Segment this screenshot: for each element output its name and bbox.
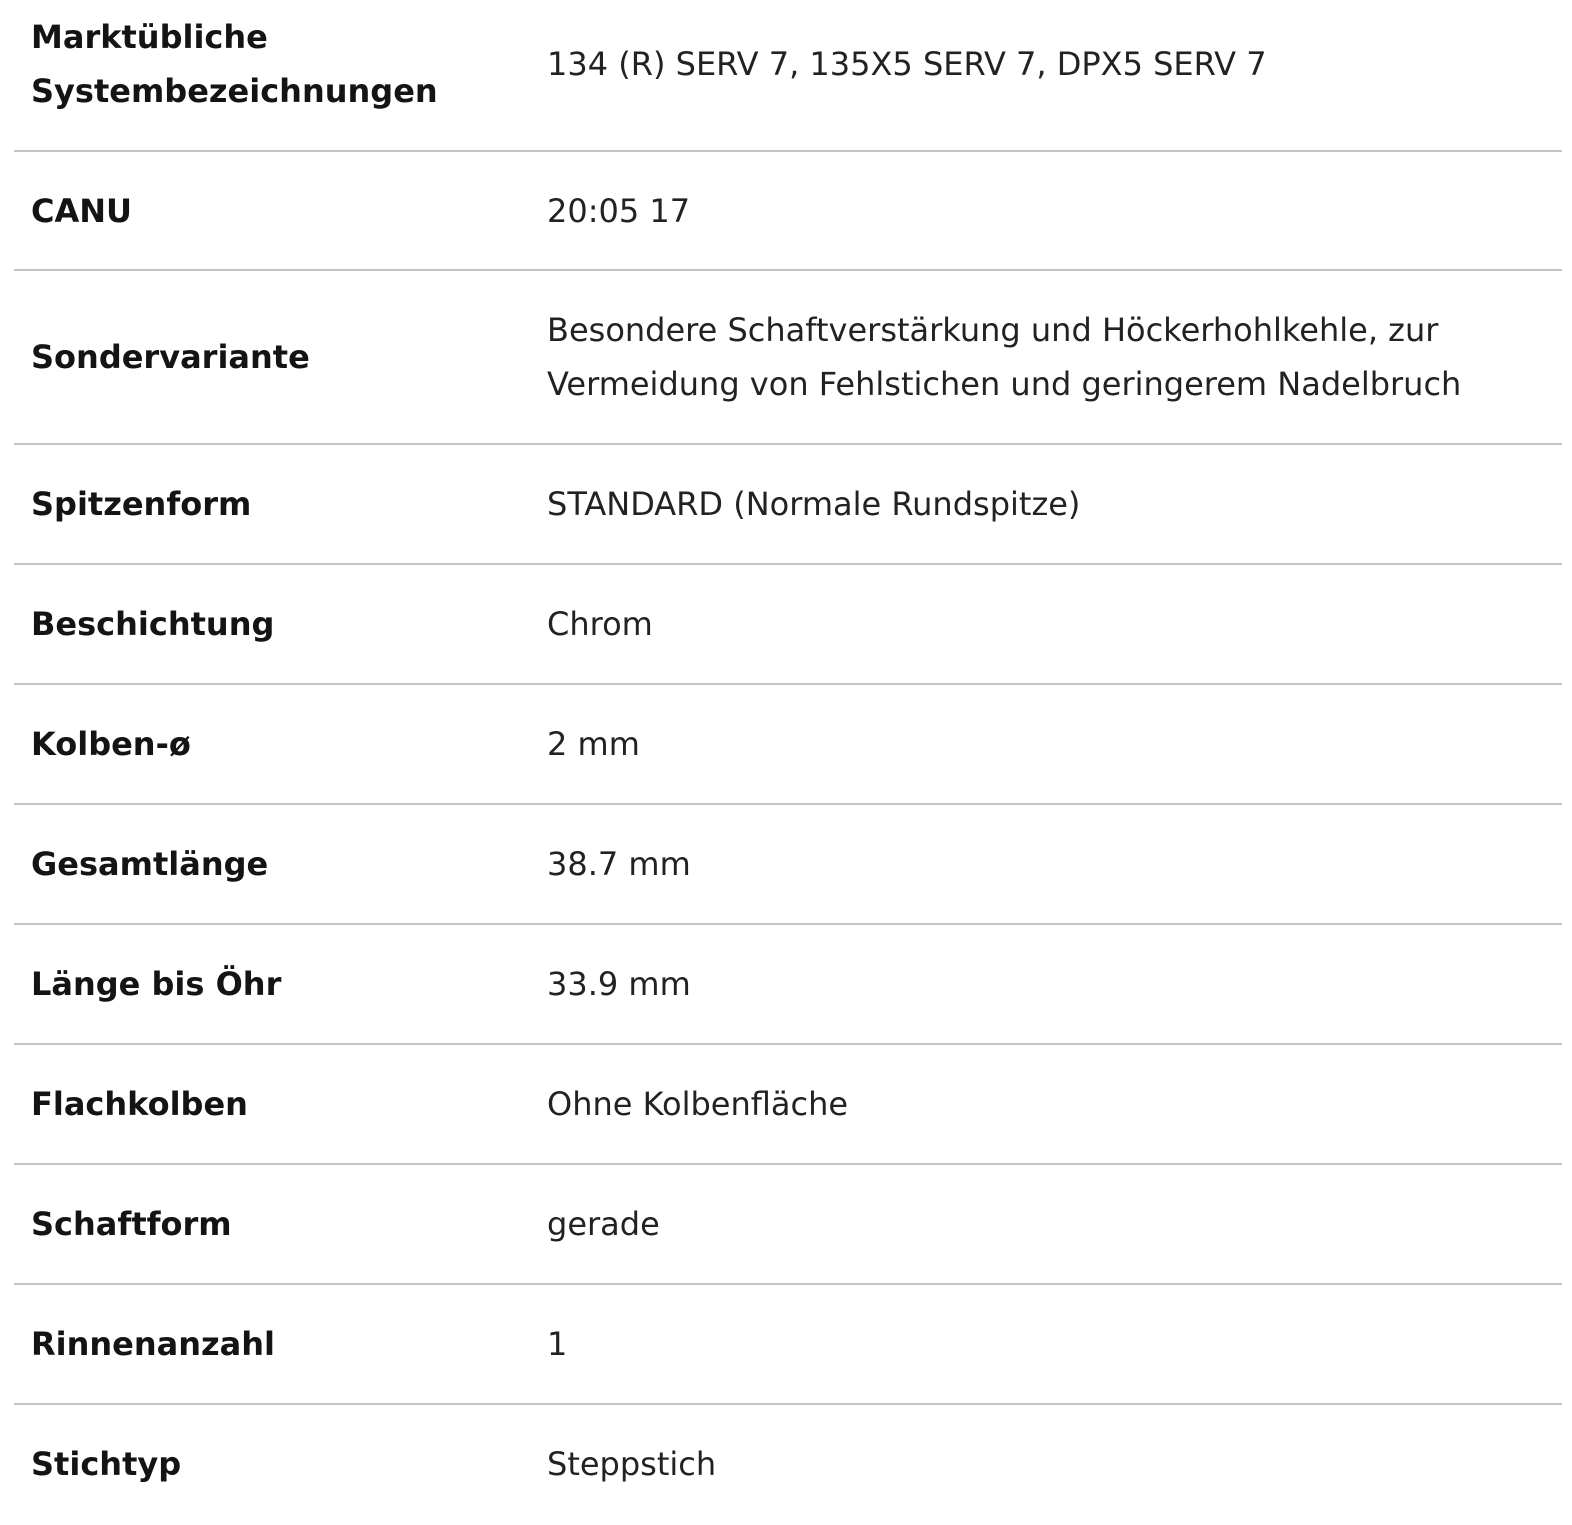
spec-row-point-type xyxy=(14,445,1562,565)
spec-row-length-to-eye xyxy=(14,925,1562,1045)
spec-label: Marktübliche Systembezeichnungen xyxy=(31,18,438,110)
spec-value: Chrom xyxy=(547,605,653,643)
spec-value: STANDARD (Normale Rundspitze) xyxy=(547,485,1081,523)
spec-row-canu xyxy=(14,152,1562,271)
spec-label: Schaftform xyxy=(31,1205,232,1243)
spec-value: Ohne Kolbenfläche xyxy=(547,1085,849,1123)
spec-value: 33.9 mm xyxy=(547,965,691,1003)
spec-label: Rinnenanzahl xyxy=(31,1325,275,1363)
spec-label: Gesamtlänge xyxy=(31,845,269,883)
spec-label: Stichtyp xyxy=(31,1445,182,1483)
spec-row-flat-shank xyxy=(14,1045,1562,1165)
spec-label: CANU xyxy=(31,191,133,230)
spec-row-stitch-type xyxy=(14,1405,1562,1523)
spec-value: 2 mm xyxy=(547,725,640,763)
spec-value: 1 xyxy=(547,1325,568,1363)
spec-label: Sondervariante xyxy=(31,338,310,376)
spec-row-shank-diameter xyxy=(14,685,1562,805)
spec-label: Flachkolben xyxy=(31,1085,248,1123)
spec-value: gerade xyxy=(547,1205,660,1243)
spec-table xyxy=(14,0,1562,1523)
spec-row-coating xyxy=(14,565,1562,685)
spec-row-total-length xyxy=(14,805,1562,925)
spec-value: Steppstich xyxy=(547,1445,717,1483)
spec-value: 134 (R) SERV 7, 135X5 SERV 7, DPX5 SERV 7 xyxy=(547,45,1267,83)
spec-label: Länge bis Öhr xyxy=(31,965,282,1003)
spec-value: 38.7 mm xyxy=(547,845,691,883)
spec-row-blade-shape xyxy=(14,1165,1562,1285)
spec-label: Kolben-ø xyxy=(31,725,191,763)
spec-row-groove-count xyxy=(14,1285,1562,1405)
spec-label: Beschichtung xyxy=(31,605,275,643)
spec-row-special-variant xyxy=(14,271,1562,445)
spec-value: 20:05 17 xyxy=(547,191,691,230)
spec-row-system-designations xyxy=(14,0,1562,152)
spec-value: Besondere Schaftverstärkung und Höckerhohlkehle, zur Vermeidung von Fehlstichen und geringerem Nadelbruch xyxy=(547,311,1462,403)
spec-label: Spitzenform xyxy=(31,485,252,523)
